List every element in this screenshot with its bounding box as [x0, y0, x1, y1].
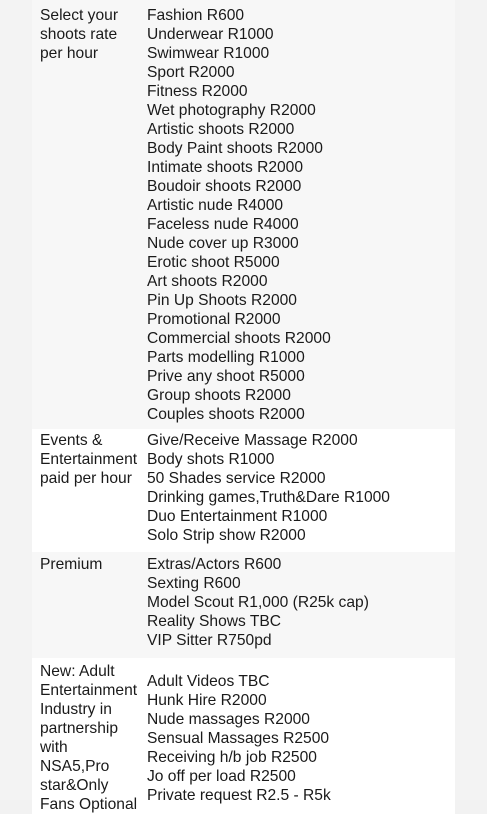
rate-item: Couples shoots R2000: [147, 406, 305, 423]
category-label-line: Entertainment: [40, 451, 138, 468]
rate-item: Give/Receive Massage R2000: [147, 432, 358, 449]
rate-item: Body shots R1000: [147, 451, 275, 468]
category-cell: [32, 0, 140, 429]
category-cell: [32, 429, 140, 552]
rate-item: Erotic shoot R5000: [147, 254, 280, 271]
rate-item: Fitness R2000: [147, 83, 248, 100]
rate-item: Reality Shows TBC: [147, 613, 282, 630]
rate-item: Commercial shoots R2000: [147, 330, 331, 347]
rate-item: Wet photography R2000: [147, 102, 316, 119]
table-row: [32, 0, 455, 429]
table-row: [32, 658, 455, 814]
table-row: [32, 552, 455, 658]
rate-item: Prive any shoot R5000: [147, 368, 305, 385]
category-label-line: shoots rate: [40, 26, 118, 43]
category-label-line: New: Adult: [40, 663, 115, 680]
items-cell: [140, 0, 455, 429]
category-label-line: with: [40, 739, 68, 756]
rate-item: Sensual Massages R2500: [147, 730, 330, 747]
page-margin-left: [0, 0, 32, 800]
rate-item: Faceless nude R4000: [147, 216, 299, 233]
category-label-line: Premium: [40, 556, 103, 573]
category-label-line: per hour: [40, 45, 99, 62]
rates-table-container: [32, 0, 455, 814]
rate-item: Sexting R600: [147, 575, 241, 592]
rate-item: 50 Shades service R2000: [147, 470, 326, 487]
rate-item: Adult Videos TBC: [147, 673, 270, 690]
rate-item: Solo Strip show R2000: [147, 527, 306, 544]
rate-item: Nude cover up R3000: [147, 235, 299, 252]
rate-item: Hunk Hire R2000: [147, 692, 267, 709]
rate-item: Drinking games,Truth&Dare R1000: [147, 489, 390, 506]
items-cell: [140, 429, 455, 552]
rate-item: Sport R2000: [147, 64, 235, 81]
rate-item: Boudoir shoots R2000: [147, 178, 302, 195]
category-cell: [32, 552, 140, 658]
category-label-line: Fans Optional: [40, 796, 138, 813]
rate-item: Receiving h/b job R2500: [147, 749, 317, 766]
rate-item: Underwear R1000: [147, 26, 274, 43]
category-label-line: NSA5,Pro: [40, 758, 110, 775]
rate-item: Model Scout R1,000 (R25k cap): [147, 594, 369, 611]
category-label-line: Entertainment: [40, 682, 138, 699]
rate-item: VIP Sitter R750pd: [147, 632, 272, 649]
category-label-line: star&Only: [40, 777, 109, 794]
rate-item: Intimate shoots R2000: [147, 159, 304, 176]
rate-item: Body Paint shoots R2000: [147, 140, 323, 157]
items-cell: [140, 658, 455, 814]
category-label-line: Events &: [40, 432, 103, 449]
rate-item: Nude massages R2000: [147, 711, 310, 728]
rate-item: Group shoots R2000: [147, 387, 291, 404]
category-label-line: partnership: [40, 720, 119, 737]
rates-table: [32, 0, 455, 814]
items-cell: [140, 552, 455, 658]
rate-item: Swimwear R1000: [147, 45, 270, 62]
rate-item: Artistic nude R4000: [147, 197, 284, 214]
category-label-line: paid per hour: [40, 470, 132, 487]
category-cell: [32, 658, 140, 814]
rate-item: Private request R2.5 - R5k: [147, 787, 331, 804]
category-label-line: Select your: [40, 7, 119, 24]
table-row: [32, 429, 455, 552]
rate-item: Fashion R600: [147, 7, 245, 24]
category-label-line: Industry in: [40, 701, 112, 718]
page-margin-right: [455, 0, 487, 800]
rate-item: Jo off per load R2500: [147, 768, 296, 785]
rate-item: Art shoots R2000: [147, 273, 268, 290]
rate-item: Extras/Actors R600: [147, 556, 282, 573]
rate-item: Artistic shoots R2000: [147, 121, 295, 138]
rate-item: Pin Up Shoots R2000: [147, 292, 297, 309]
rate-item: Duo Entertainment R1000: [147, 508, 328, 525]
rate-item: Promotional R2000: [147, 311, 281, 328]
rate-item: Parts modelling R1000: [147, 349, 305, 366]
